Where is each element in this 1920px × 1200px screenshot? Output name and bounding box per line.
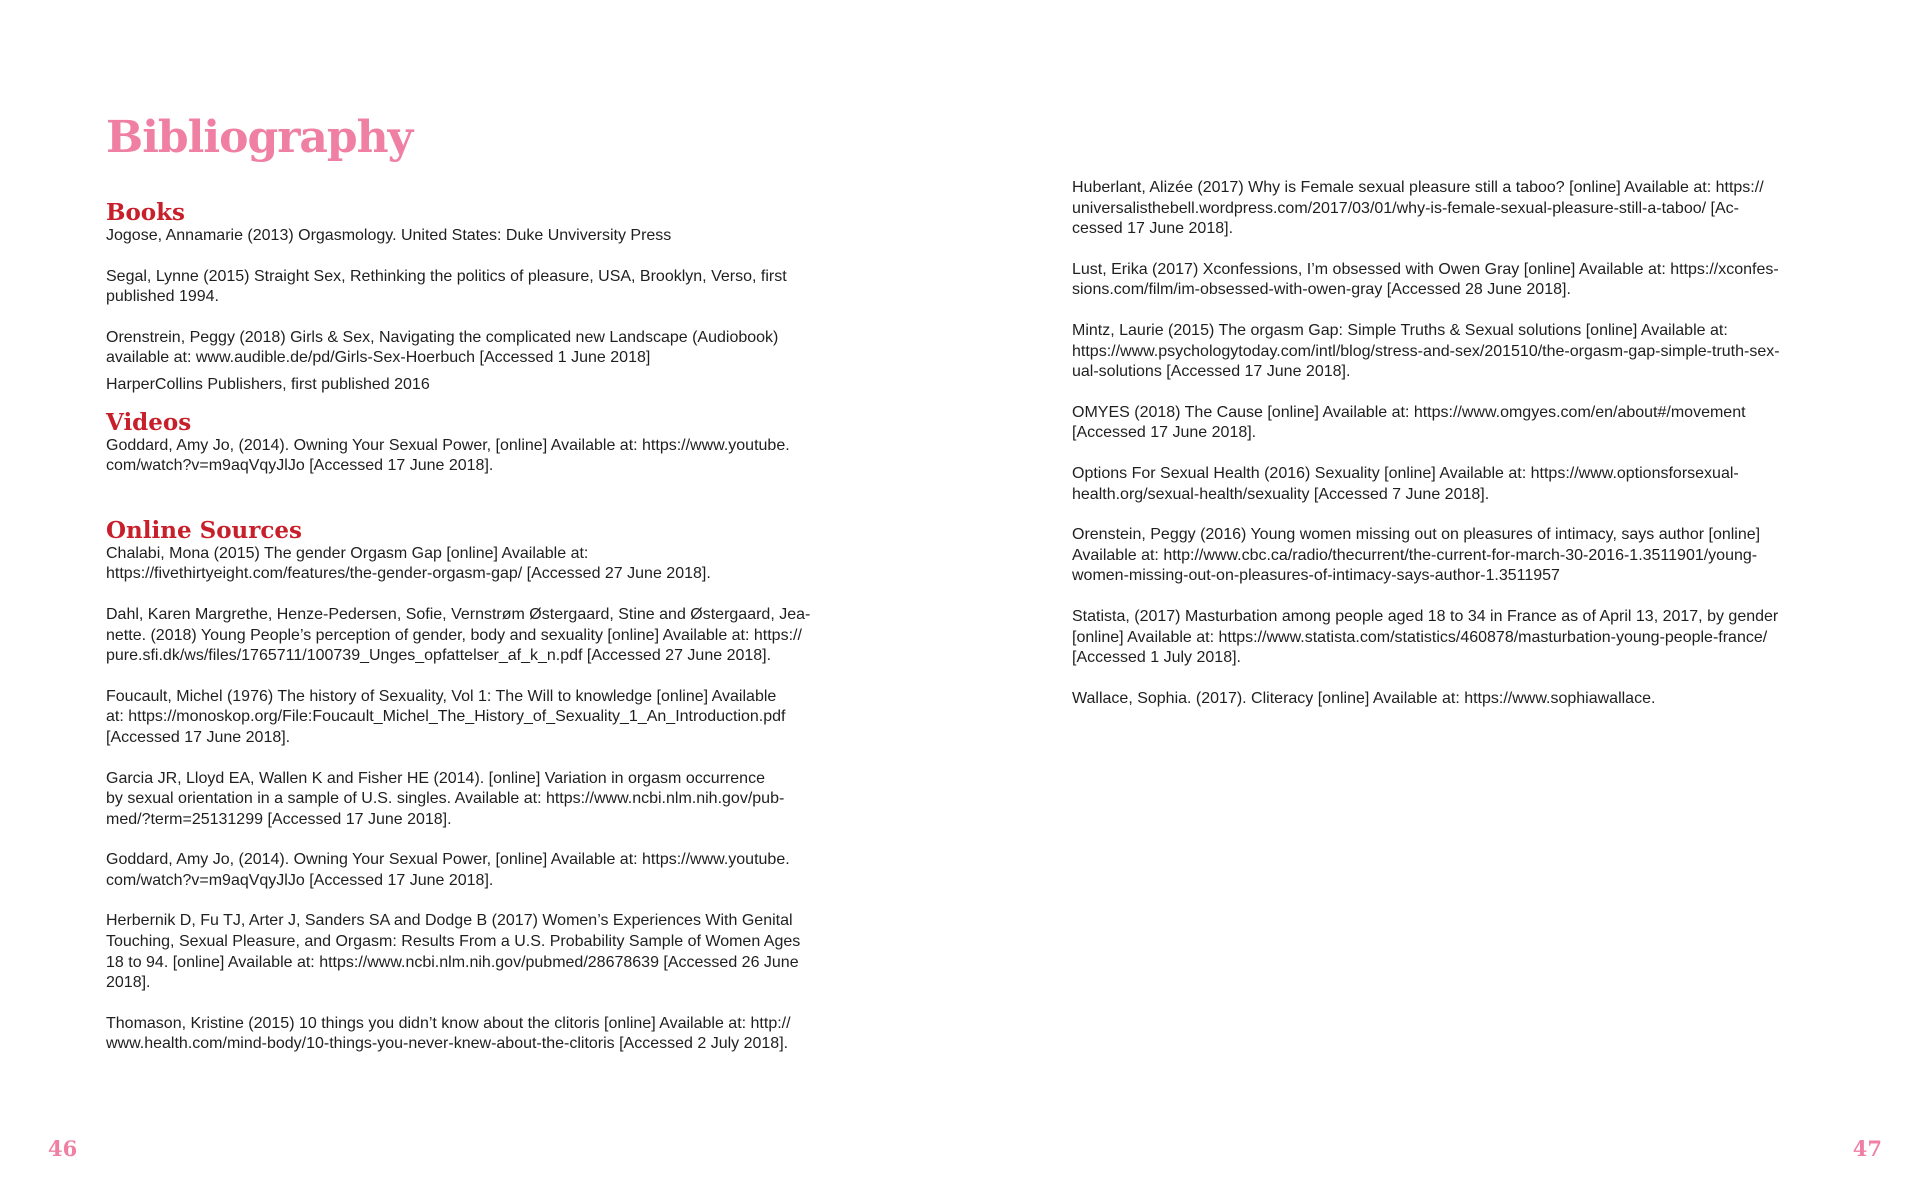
- bib-entry: Herbernik D, Fu TJ, Arter J, Sanders SA and Dodge B (2017) Women’s Experiences With Genital Touching, Sexual Pleasure, and Orgasm: Results From a U.S. Probability Sample of Women Ages 18 to 94. [online] Available at: https://www.ncbi.nlm.nih.gov/pubmed/28678639 [Accessed 26 June 2018].: [106, 912, 801, 992]
- bib-entry: Jogose, Annamarie (2013) Orgasmology. United States: Duke Unviversity Press: [106, 227, 672, 244]
- bib-entry: Lust, Erika (2017) Xconfessions, I’m obsessed with Owen Gray [online] Available at: https://xconfes- sions.com/film/im-obsessed-with-owen-gray [Accessed 28 June 2018].: [1072, 260, 1779, 299]
- bib-entry: Segal, Lynne (2015) Straight Sex, Rethinking the politics of pleasure, USA, Brooklyn, Verso, first published 1994.: [106, 267, 787, 306]
- bib-entry: Statista, (2017) Masturbation among people aged 18 to 34 in France as of April 13, 2017, by gender [online] Available at: https://www.statista.com/statistics/460878/masturbation-young-people-france/ [Accessed 1 July 2018].: [1072, 607, 1779, 667]
- bib-entry: Mintz, Laurie (2015) The orgasm Gap: Simple Truths & Sexual solutions [online] Available at: https://www.psychologytoday.com/intl/blog/stress-and-sex/201510/the-orgasm-gap-simple-truth-sex- ual-solutions [Accessed 17 June 2018].: [1072, 321, 1780, 381]
- bib-entry: Options For Sexual Health (2016) Sexuality [online] Available at: https://www.optionsforsexual- health.org/sexual-health/sexuality [Accessed 7 June 2018].: [1072, 464, 1739, 503]
- bib-entry: Thomason, Kristine (2015) 10 things you didn’t know about the clitoris [online] Available at: http:// www.health.com/mind-body/10-things-you-never-knew-about-the-clitoris [Accessed 2 July 2018].: [106, 1014, 791, 1053]
- bib-entry: Garcia JR, Lloyd EA, Wallen K and Fisher HE (2014). [online] Variation in orgasm occurrence by sexual orientation in a sample of U.S. singles. Available at: https://www.ncbi.nlm.nih.gov/pub- med/?term=25131299 [Accessed 17 June 2018].: [106, 769, 785, 828]
- page-title: Bibliography: [106, 112, 413, 163]
- right-page: [960, 0, 1920, 1200]
- bib-entry: Goddard, Amy Jo, (2014). Owning Your Sexual Power, [online] Available at: https://www.youtube. com/watch?v=m9aqVqyJlJo [Accessed 17 June 2018].: [106, 436, 790, 475]
- bib-entry: Foucault, Michel (1976) The history of Sexuality, Vol 1: The Will to knowledge [online] Available at: https://monoskop.org/File:Foucault_Michel_The_History_of_Sexuality_1_An_Introduction.pdf [Accessed 17 June 2018].: [106, 687, 786, 746]
- bib-entry: Dahl, Karen Margrethe, Henze-Pedersen, Sofie, Vernstrøm Østergaard, Stine and Østergaard, Jea- nette. (2018) Young People’s perception of gender, body and sexuality [online] Available at: https:// pure.sfi.dk/ws/files/1765711/100739_Unges_opfattelser_af_k_n.pdf [Accessed 27 June 2018].: [106, 605, 811, 665]
- page-number-right: 47: [1852, 1136, 1882, 1161]
- bib-entry: Goddard, Amy Jo, (2014). Owning Your Sexual Power, [online] Available at: https://www.youtube. com/watch?v=m9aqVqyJlJo [Accessed 17 June 2018].: [106, 851, 790, 889]
- bib-entry: Huberlant, Alizée (2017) Why is Female sexual pleasure still a taboo? [online] Available at: https:// universalisthebell.wordpress.com/2017/03/01/why-is-female-sexual-pleasure-still-a-taboo/ [Ac- cessed 17 June 2018].: [1072, 179, 1764, 238]
- section-heading-online-sources: Online Sources: [106, 516, 302, 544]
- bib-entry: Chalabi, Mona (2015) The gender Orgasm Gap [online] Available at: https://fivethirtyeight.com/features/the-gender-orgasm-gap/ [Accessed 27 June 2018].: [106, 544, 711, 583]
- section-heading-videos: Videos: [106, 408, 192, 436]
- right-column: [1072, 178, 1802, 709]
- bib-entry: HarperCollins Publishers, first published 2016: [106, 375, 430, 393]
- bib-entry: Orenstein, Peggy (2016) Young women missing out on pleasures of intimacy, says author [online] Available at: http://www.cbc.ca/radio/thecurrent/the-current-for-march-30-2016-1.3511901/young- women-missing-out-on-pleasures-of-intimacy-says-author-1.3511957: [1072, 526, 1761, 585]
- bib-entry: Orenstrein, Peggy (2018) Girls & Sex, Navigating the complicated new Landscape (Audiobook) available at: www.audible.de/pd/Girls-Sex-Hoerbuch [Accessed 1 June 2018]: [106, 328, 779, 367]
- bib-entry: Wallace, Sophia. (2017). Cliteracy [online] Available at: https://www.sophiawallace.: [1072, 689, 1656, 707]
- bib-entry: OMYES (2018) The Cause [online] Available at: https://www.omgyes.com/en/about#/movement [Accessed 17 June 2018].: [1072, 403, 1746, 442]
- section-heading-books: Books: [106, 199, 186, 226]
- left-column: [106, 200, 876, 1055]
- page-number-left: 46: [48, 1136, 78, 1161]
